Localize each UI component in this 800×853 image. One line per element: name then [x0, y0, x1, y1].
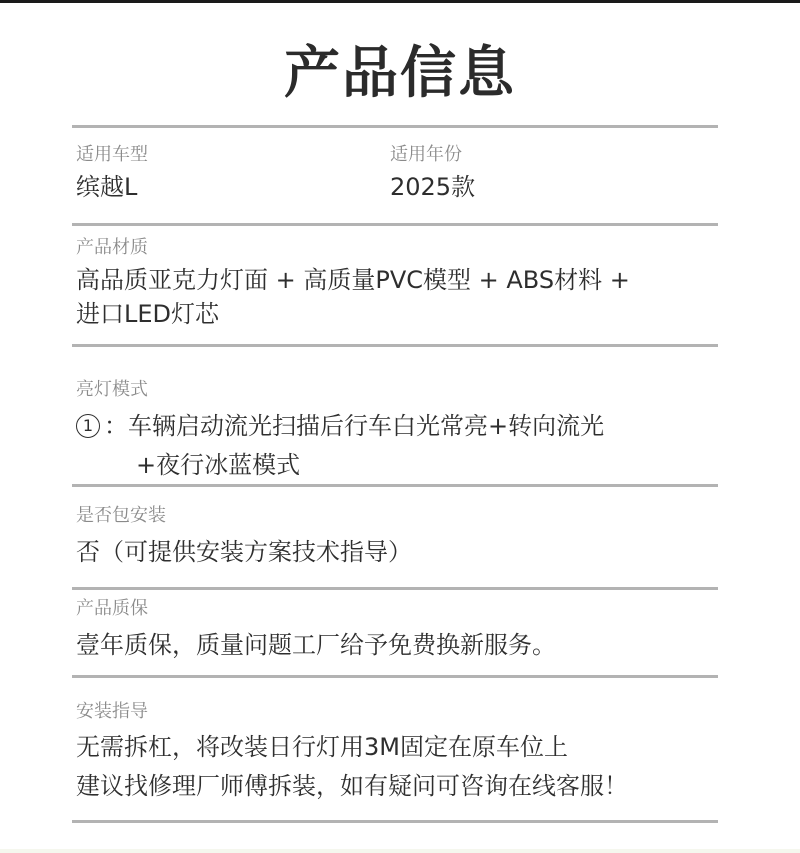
material-value-line1: 高品质亚克力灯面 + 高质量PVC模型 + ABS材料 + — [76, 266, 630, 294]
light-mode-label: 亮灯模式 — [76, 379, 148, 400]
divider — [72, 344, 718, 347]
vehicle-value: 缤越L — [76, 173, 138, 201]
install-guide-line1: 无需拆杠，将改装日行灯用3M固定在原车位上 — [76, 733, 568, 761]
warranty-label: 产品质保 — [76, 598, 148, 619]
install-guide-line2: 建议找修理厂师傅拆装，如有疑问可咨询在线客服！ — [76, 772, 628, 800]
warranty-value: 壹年质保，质量问题工厂给予免费换新服务。 — [76, 631, 556, 659]
installation-label: 是否包安装 — [76, 505, 166, 526]
top-border — [0, 0, 800, 3]
divider — [72, 484, 718, 487]
light-mode-value-line1 — [76, 409, 604, 443]
page-title: 产品信息 — [284, 41, 516, 106]
divider — [72, 223, 718, 226]
divider — [72, 820, 718, 823]
year-value: 2025款 — [390, 173, 476, 201]
divider — [72, 587, 718, 590]
material-label: 产品材质 — [76, 237, 148, 258]
number-one-icon: 1 — [76, 414, 100, 438]
vehicle-label: 适用车型 — [76, 144, 148, 165]
install-guide-label: 安装指导 — [76, 701, 148, 722]
divider — [72, 675, 718, 678]
light-mode-value-line2: +夜行冰蓝模式 — [136, 451, 301, 479]
year-label: 适用年份 — [390, 144, 462, 165]
light-mode-text-line1: ：车辆启动流光扫描后行车白光常亮+转向流光 — [104, 412, 605, 440]
bottom-border — [0, 849, 800, 853]
material-value-line2: 进口LED灯芯 — [76, 300, 220, 328]
installation-value: 否（可提供安装方案技术指导） — [76, 538, 412, 566]
divider — [72, 125, 718, 128]
